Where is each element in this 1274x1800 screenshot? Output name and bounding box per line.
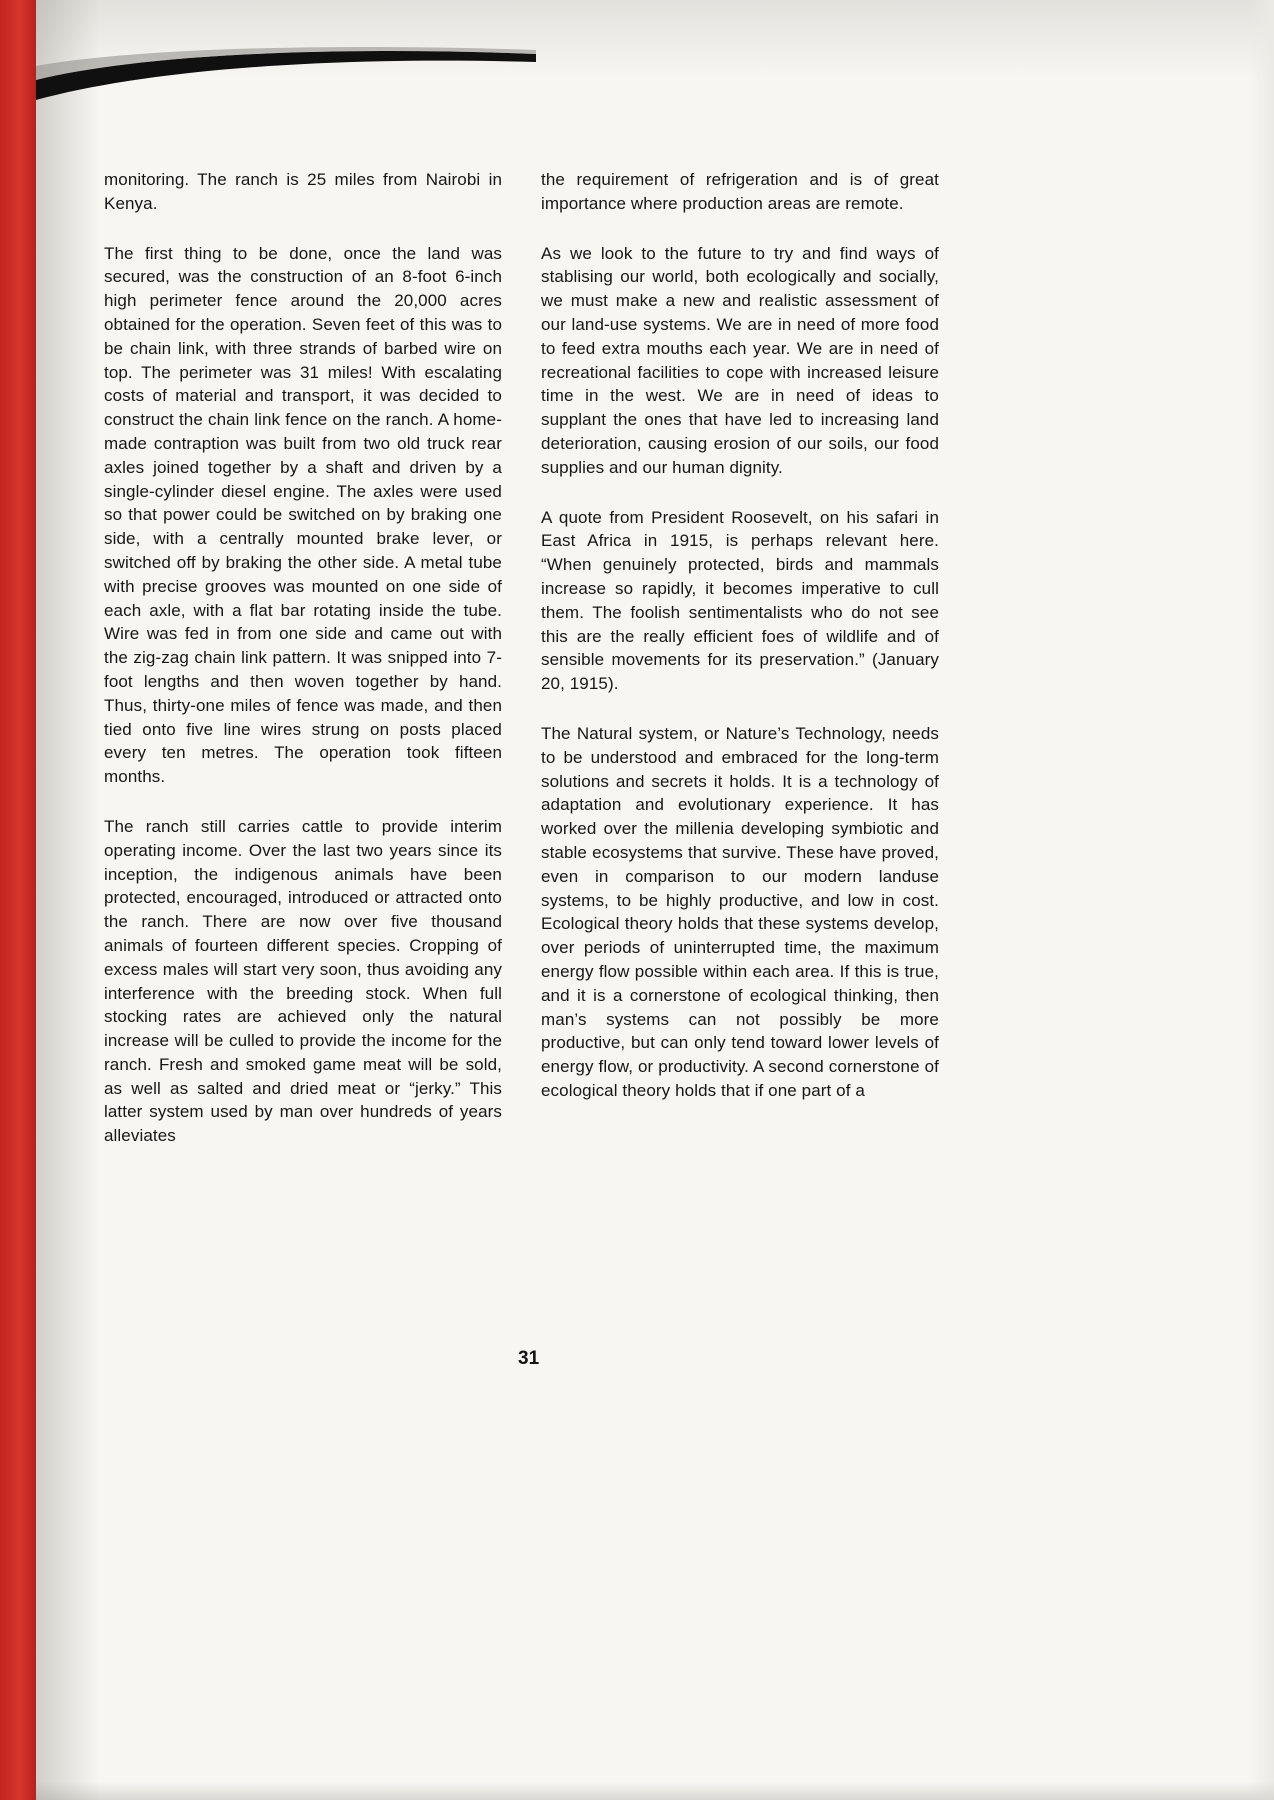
scan-bottom-edge	[0, 1782, 1274, 1800]
paragraph: A quote from President Roosevelt, on his safari in East Africa in 1915, is perhaps relevant here. “When genuinely protected, birds and mammals increase so rapidly, it becomes imperative to cull them. The foolish sentimentalists who do not see this are the really efficient foes of wildlife and of sensible movements for its preservation.” (January 20, 1915).	[541, 507, 939, 694]
scan-right-edge	[1248, 0, 1274, 1800]
paragraph: The ranch still carries cattle to provide interim operating income. Over the last two years since its inception, the indigenous animals have been protected, encouraged, introduced or attracted onto the ranch. There are now over five thousand animals of fourteen different species. Cropping of excess males will start very soon, thus avoiding any interference with the breeding stock. When full stocking rates are achieved only the natural increase will be culled to provide the income for the ranch. Fresh and smoked game meat will be sold, as well as salted and dried meat or “jerky.” This latter system used by man over hundreds of years alleviates	[104, 816, 502, 1146]
right-column	[541, 168, 939, 1129]
paragraph: The Natural system, or Nature’s Technology, needs to be understood and embraced for the long-term solutions and secrets it holds. It is a technology of adaptation and evolutionary experience. It has worked over the millenia developing symbiotic and stable ecosystems that survive. These have proved, even in comparison to our modern landuse systems, to be highly productive, and low in cost. Ecological theory holds that these systems develop, over periods of uninterrupted time, the maximum energy flow possible within each area. If this is true, and it is a cornerstone of ecological thinking, then man’s systems can not possibly be more productive, but can only tend toward lower levels of energy flow, or productivity. A second cornerstone of ecological theory holds that if one part of a	[541, 723, 939, 1100]
left-column	[104, 168, 502, 1174]
paragraph: As we look to the future to try and find ways of stablising our world, both ecologically and socially, we must make a new and realistic assessment of our land-use systems. We are in need of more food to feed extra mouths each year. We are in need of recreational facilities to cope with increased leisure time in the west. We are in need of ideas to supplant the ones that have led to increasing land deterioration, causing erosion of our soils, our food supplies and our human dignity.	[541, 243, 939, 477]
page-number: 31	[518, 1348, 540, 1369]
paragraph: monitoring. The ranch is 25 miles from Nairobi in Kenya.	[104, 170, 502, 213]
binding-gutter-shadow	[36, 0, 100, 1800]
binding-red-strip	[0, 0, 36, 1800]
paragraph: The first thing to be done, once the land was secured, was the construction of an 8-foot 6-inch high perimeter fence around the 20,000 acres obtained for the operation. Seven feet of this was to be chain link, with three strands of barbed wire on top. The perimeter was 31 miles! With escalating costs of material and transport, it was decided to construct the chain link fence on the ranch. A home-made contraption was built from two old truck rear axles joined together by a shaft and driven by a single-cylinder diesel engine. The axles were used so that power could be switched on by braking one side, with a centrally mounted brake lever, or switched off by braking the other side. A metal tube with precise grooves was mounted on one side of each axle, with a flat bar rotating inside the tube. Wire was fed in from one side and came out with the zig-zag chain link pattern. It was snipped into 7-foot lengths and then woven together by hand. Thus, thirty-one miles of fence was made, and then tied onto five line wires strung on posts placed every ten metres. The operation took fifteen months.	[104, 243, 502, 787]
page-curl-mark	[36, 44, 541, 104]
paragraph: the requirement of refrigeration and is of great importance where production areas are remote.	[541, 170, 939, 213]
